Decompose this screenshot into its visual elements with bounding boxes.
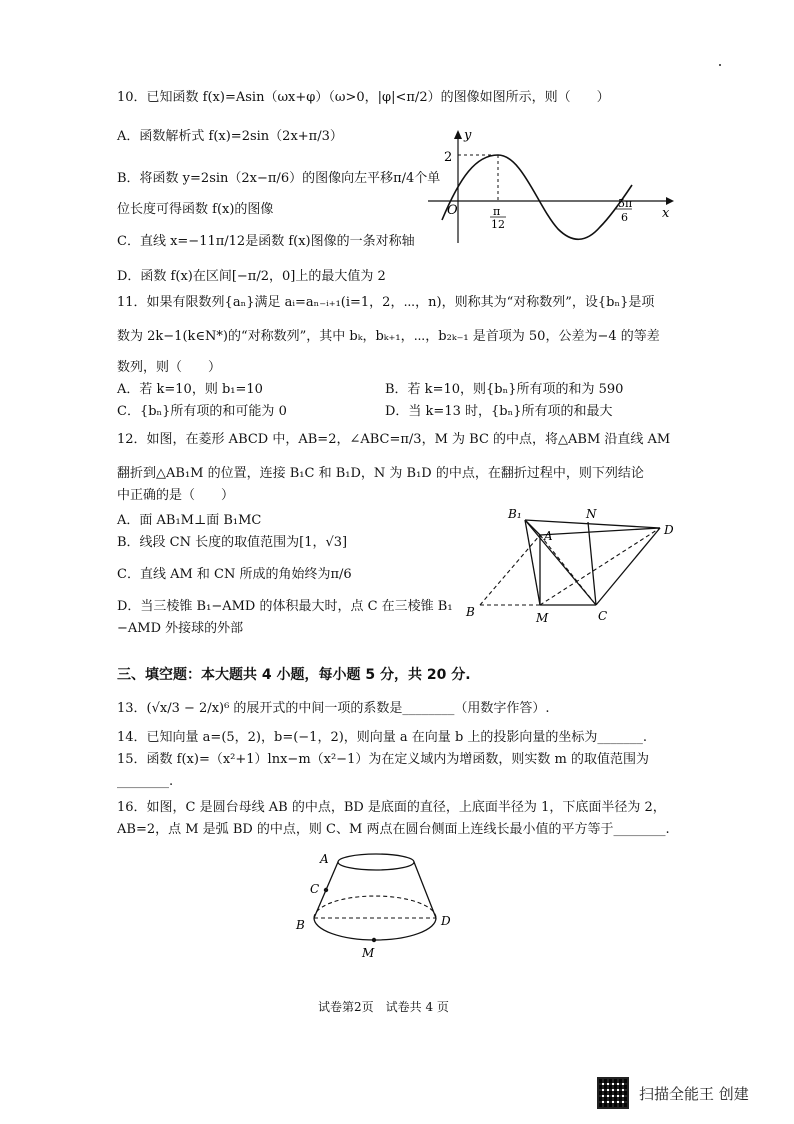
q12-stem-line3: 中正确的是（ ）: [117, 488, 235, 503]
scanner-watermark: [597, 1077, 749, 1109]
q12-rhombus-fold-figure: [460, 500, 685, 630]
q16-frustum-figure: [290, 845, 470, 963]
scan-speck: [719, 64, 721, 66]
edge-MD-dashed: [540, 528, 660, 605]
x-axis-label: x: [662, 206, 670, 221]
q10-option-a: A．函数解析式 f(x)=2sin（2x+π/3）: [117, 129, 343, 144]
q12-option-d-line1: D．当三棱锥 B₁−AMD 的体积最大时，点 C 在三棱锥 B₁: [117, 599, 453, 614]
top-base: [338, 854, 414, 870]
q10-option-d: D．函数 f(x)在区间[−π/2，0]上的最大值为 2: [117, 269, 386, 284]
q12-option-b: B．线段 CN 长度的取值范围为[1，√3]: [117, 535, 348, 550]
right-generatrix: [414, 862, 436, 918]
tick1-denominator: 12: [491, 218, 505, 231]
q16-line2: AB=2，点 M 是弧 BD 的中点，则 C、M 两点在圆台侧面上连线长最小值的平方等于________.: [117, 822, 670, 837]
tick1-numerator: π: [493, 205, 501, 218]
q12-option-c: C．直线 AM 和 CN 所成的角始终为π/6: [117, 567, 352, 582]
q10-stem: 10．已知函数 f(x)=Asin（ωx+φ）（ω>0，|φ|<π/2）的图像如图所示，则（ ）: [117, 90, 610, 105]
label-D: D: [441, 914, 451, 928]
label-C: C: [598, 609, 608, 623]
label-D: D: [664, 523, 674, 537]
page-footer: 试卷第2页 试卷共 4 页: [318, 1000, 449, 1014]
q12-stem-line1: 12．如图，在菱形 ABCD 中，AB=2，∠ABC=π/3，M 为 BC 的中点，将△ABM 沿直线 AM: [117, 432, 671, 447]
q12-option-d-line2: −AMD 外接球的外部: [117, 621, 244, 636]
q11-option-a: A．若 k=10，则 b₁=10: [117, 382, 263, 397]
bottom-base-front: [314, 918, 436, 940]
q10-option-c: C．直线 x=−11π/12是函数 f(x)图像的一条对称轴: [117, 234, 415, 249]
label-N: N: [586, 507, 597, 521]
q12-option-a: A．面 AB₁M⊥面 B₁MC: [117, 513, 262, 528]
q12-stem-line2: 翻折到△AB₁M 的位置，连接 B₁C 和 B₁D，N 为 B₁D 的中点，在翻折过程中，则下列结论: [117, 466, 644, 481]
q10-option-b-line2: 位长度可得函数 f(x)的图像: [117, 202, 274, 217]
y-axis-label: y: [464, 128, 472, 143]
q11-option-b: B．若 k=10，则{bₙ}所有项的和为 590: [385, 382, 624, 397]
watermark-text: 扫描全能王 创建: [639, 1084, 749, 1103]
point-M: [372, 938, 376, 942]
label-C: C: [310, 882, 320, 896]
qr-code-icon: [597, 1077, 629, 1109]
section3-heading: 三、填空题：本大题共 4 小题，每小题 5 分，共 20 分.: [117, 667, 471, 683]
label-B: B: [466, 605, 475, 619]
q11-stem-line3: 数列，则（ ）: [117, 360, 222, 375]
q14: 14．已知向量 a=(5，2)，b=(−1，2)，则向量 a 在向量 b 上的投影向量的坐标为_______.: [117, 730, 648, 745]
q11-stem-line1: 11．如果有限数列{aₙ}满足 aᵢ=aₙ₋ᵢ₊₁(i=1，2，⋯，n)，则称其为“对称数列”，设{bₙ}是项: [117, 295, 655, 310]
q13: 13．(√x/3 − 2/x)⁶ 的展开式的中间一项的系数是________（用数字作答）.: [117, 701, 550, 716]
label-A: A: [320, 852, 329, 866]
peak-value-label: 2: [444, 150, 453, 165]
label-M: M: [536, 611, 549, 625]
q11-stem-line2: 数为 2k−1(k∈N*)的“对称数列”，其中 bₖ，bₖ₊₁，⋯，b₂ₖ₋₁ 是首项为 50，公差为−4 的等差: [117, 329, 660, 344]
origin-label: O: [447, 203, 458, 218]
tick2-denominator: 6: [621, 211, 628, 224]
edge-BA-dashed: [480, 535, 540, 605]
tick2-numerator: 5π: [618, 197, 633, 210]
edge-CD: [596, 528, 660, 605]
q11-option-d: D．当 k=13 时，{bₙ}所有项的和最大: [385, 404, 613, 419]
y-axis-arrow: [454, 130, 462, 139]
edge-B1D: [525, 520, 660, 528]
label-B: B: [296, 918, 305, 932]
q16-line1: 16．如图，C 是圆台母线 AB 的中点，BD 是底面的直径，上底面半径为 1，下底面半径为 2，: [117, 800, 666, 815]
edge-AD: [540, 528, 660, 535]
point-C: [324, 888, 328, 892]
x-axis-arrow: [666, 197, 674, 205]
label-A: A: [544, 529, 553, 543]
edge-NC: [588, 522, 596, 605]
bottom-base-back: [314, 896, 436, 918]
q15-line2: ________.: [117, 774, 174, 789]
label-M: M: [362, 946, 375, 960]
sine-curve: [442, 155, 632, 239]
q15-line1: 15．函数 f(x)=（x²+1）lnx−m（x²−1）为在定义域内为增函数，则实数 m 的取值范围为: [117, 752, 649, 767]
label-B1: B₁: [508, 507, 522, 521]
q11-option-c: C．{bₙ}所有项的和可能为 0: [117, 404, 287, 419]
q10-sine-graph: [420, 125, 680, 250]
q10-option-b-line1: B．将函数 y=2sin（2x−π/6）的图像向左平移π/4个单: [117, 171, 441, 186]
